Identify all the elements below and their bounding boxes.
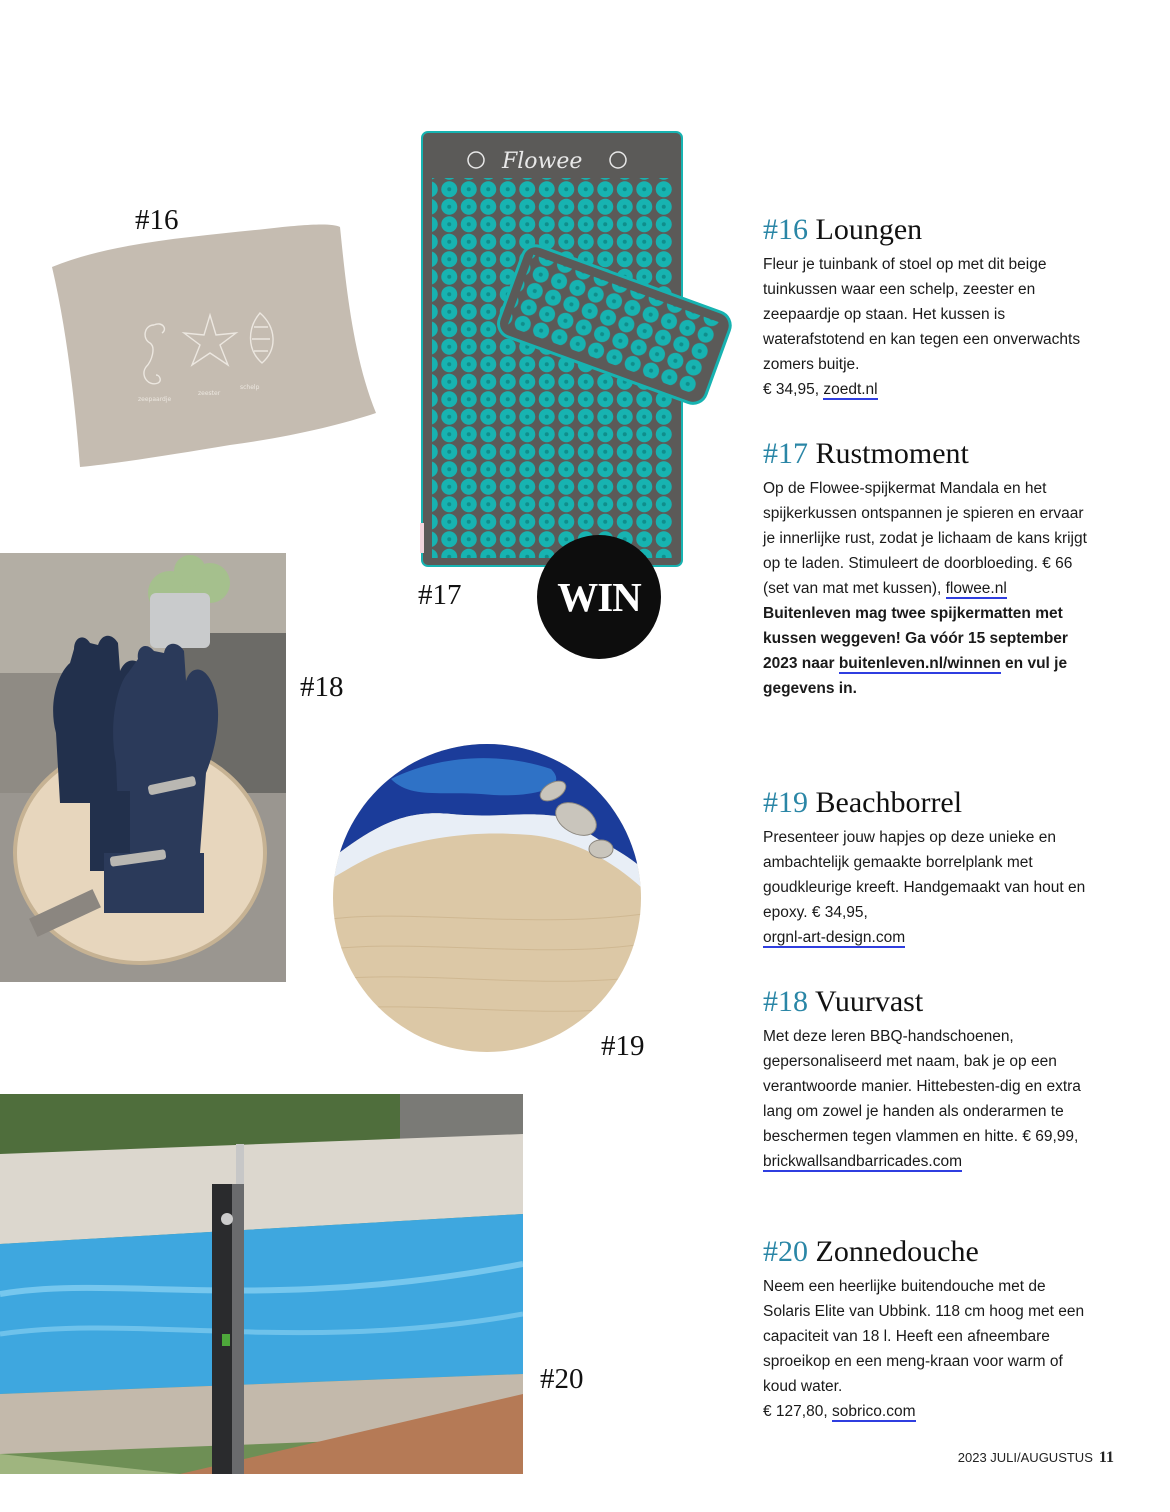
entry-20 [763, 1236, 1093, 1424]
entry-19-text: Presenteer jouw hapjes op deze unieke en ambachtelijk gemaakte borrelplank met goudkleurige kreeft. Handgemaakt van hout en epoxy. € 34,95, [763, 829, 1086, 921]
entry-16-price: € 34,95, [763, 381, 824, 398]
page-number: 11 [1098, 1449, 1114, 1466]
entry-18-body [763, 1024, 1093, 1174]
serving-board-image [331, 739, 643, 1057]
cushion-word-seahorse: zeepaardje [138, 396, 172, 403]
item-number-20: #20 [540, 1363, 584, 1395]
entry-17-body [763, 476, 1093, 701]
spike-mat-image [420, 128, 740, 568]
entry-16-text: Fleur je tuinbank of stoel op met dit beige tuinkussen waar een schelp, zeester en zeepaardje op staan. Het kussen is waterafstotend en kan tegen een onverwachts zomers buitje. [763, 256, 1081, 373]
entry-18-number: #18 [763, 985, 808, 1018]
bbq-gloves-image [0, 553, 286, 982]
win-badge: WIN [537, 535, 661, 659]
entry-20-heading [763, 1236, 1093, 1268]
item-number-18: #18 [300, 671, 344, 703]
entry-16-link[interactable]: zoedt.nl [823, 381, 878, 398]
page-footer [958, 1449, 1114, 1467]
entry-16-heading [763, 214, 1093, 246]
entry-19 [763, 787, 1093, 950]
entry-17-contest-tail: en vul je gegevens in. [763, 655, 1068, 697]
item-number-17: #17 [418, 579, 462, 611]
entry-16-body [763, 252, 1093, 402]
entry-17 [763, 438, 1093, 701]
entry-17-heading [763, 438, 1093, 470]
issue-label: 2023 JULI/AUGUSTUS [957, 1450, 1093, 1465]
entry-19-number: #19 [763, 786, 808, 819]
entry-20-body [763, 1274, 1093, 1424]
entry-17-link[interactable]: flowee.nl [945, 580, 1007, 597]
entry-18-heading [763, 986, 1093, 1018]
item-number-16: #16 [135, 204, 179, 236]
entry-16 [763, 214, 1093, 402]
entry-18 [763, 986, 1093, 1174]
entry-16-title: Loungen [815, 213, 923, 246]
entry-18-link[interactable]: brickwallsandbarricades.com [763, 1153, 962, 1170]
entry-16-number: #16 [763, 213, 808, 246]
entry-19-body [763, 825, 1093, 950]
item-number-19: #19 [601, 1030, 645, 1062]
entry-20-price: € 127,80, [763, 1403, 832, 1420]
cushion-word-shell: schelp [240, 384, 260, 391]
entry-17-number: #17 [763, 437, 808, 470]
entry-18-text: Met deze leren BBQ-handschoenen, gepersonaliseerd met naam, bak je op een verantwoorde manier. Hittebesten-dig en extra lang om zowel je handen als onderarmen te beschermen tegen vlammen en hitte. € 69,99, [763, 1028, 1081, 1145]
entry-20-number: #20 [763, 1235, 808, 1268]
entry-20-text: Neem een heerlijke buitendouche met de Solaris Elite van Ubbink. 118 cm hoog met een capaciteit van 18 l. Heeft een afneembare sproeikop en een meng-kraan voor warm of koud water. [763, 1278, 1085, 1395]
mat-brand-text: Flowee [502, 149, 583, 174]
solar-shower-image [0, 1094, 523, 1474]
entry-19-heading [763, 787, 1093, 819]
entry-17-text: Op de Flowee-spijkermat Mandala en het spijkerkussen ontspannen je spieren en ervaar je innerlijke rust, zodat je lichaam de kans krijgt op te laden. Stimuleert de doorbloeding. € 66 (set van mat met kussen), [763, 480, 1087, 597]
entry-19-link[interactable]: orgnl-art-design.com [763, 929, 906, 946]
entry-20-link[interactable]: sobrico.com [831, 1403, 916, 1420]
entry-17-title: Rustmoment [815, 437, 969, 470]
entry-17-contest-link[interactable]: buitenleven.nl/winnen [838, 655, 1001, 672]
entry-17-contest-lead: Buitenleven mag twee spijkermatten met kussen weggeven! Ga vóór 15 september 2023 naar [763, 605, 1068, 672]
cushion-word-starfish: zeester [198, 390, 221, 397]
entry-19-title: Beachborrel [815, 786, 963, 819]
entry-20-title: Zonnedouche [815, 1235, 979, 1268]
beige-cushion-image [40, 215, 380, 470]
entry-18-title: Vuurvast [814, 985, 924, 1018]
